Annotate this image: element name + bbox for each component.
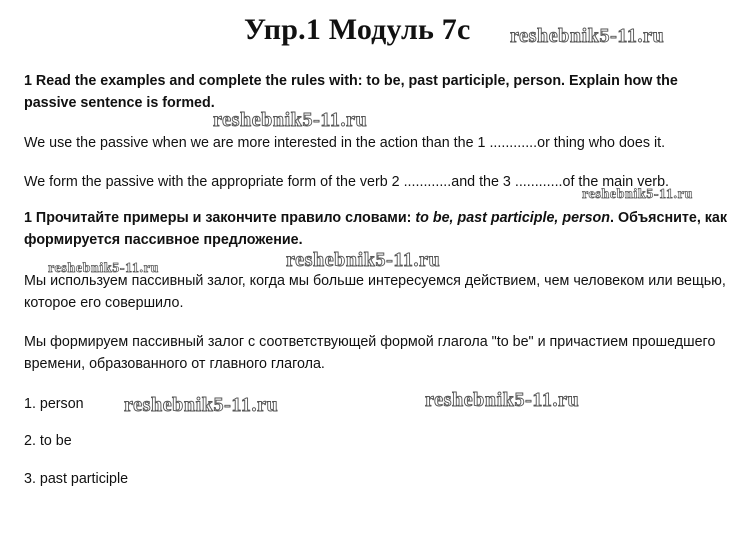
watermark: reshebnik5-11.ru	[124, 394, 279, 416]
answer-1: 1. person	[24, 396, 84, 412]
watermark: reshebnik5-11.ru	[48, 261, 159, 276]
exercise-heading-ru	[24, 207, 732, 251]
russian-paragraph-1: Мы используем пассивный залог, когда мы больше интересуемся действием, чем человеком или вещью, которое его совершило.	[24, 273, 726, 311]
exercise-heading-ru-words: to be, past participle, person	[415, 210, 611, 226]
answer-2: 2. to be	[24, 433, 72, 449]
russian-paragraph-2: Мы формируем пассивный залог с соответствующей формой глагола "to be" и причастием прошедшего времени, образованного от главного глагола.	[24, 334, 716, 372]
watermark: reshebnik5-11.ru	[510, 25, 665, 47]
answer-3: 3. past participle	[24, 471, 129, 487]
page-title: Упр.1 Модуль 7c	[244, 13, 471, 46]
rule-sentence-1: We use the passive when we are more interested in the action than the 1 ............or thing who does it.	[24, 135, 666, 151]
watermark: reshebnik5-11.ru	[213, 109, 368, 131]
exercise-heading-ru-lead: 1 Прочитайте примеры и закончите правило словами:	[24, 210, 416, 226]
watermark: reshebnik5-11.ru	[286, 249, 441, 271]
rule-sentence-2: We form the passive with the appropriate form of the verb 2 ............and the 3 ............of the main verb.	[24, 174, 669, 190]
exercise-heading-ru-tail: . Объясните, как формируется пассивное предложение.	[24, 210, 728, 248]
watermark: reshebnik5-11.ru	[425, 389, 580, 411]
exercise-heading-en: 1 Read the examples and complete the rules with: to be, past participle, person. Explain how the passive sentence is formed.	[24, 73, 678, 111]
watermark: reshebnik5-11.ru	[582, 187, 693, 202]
